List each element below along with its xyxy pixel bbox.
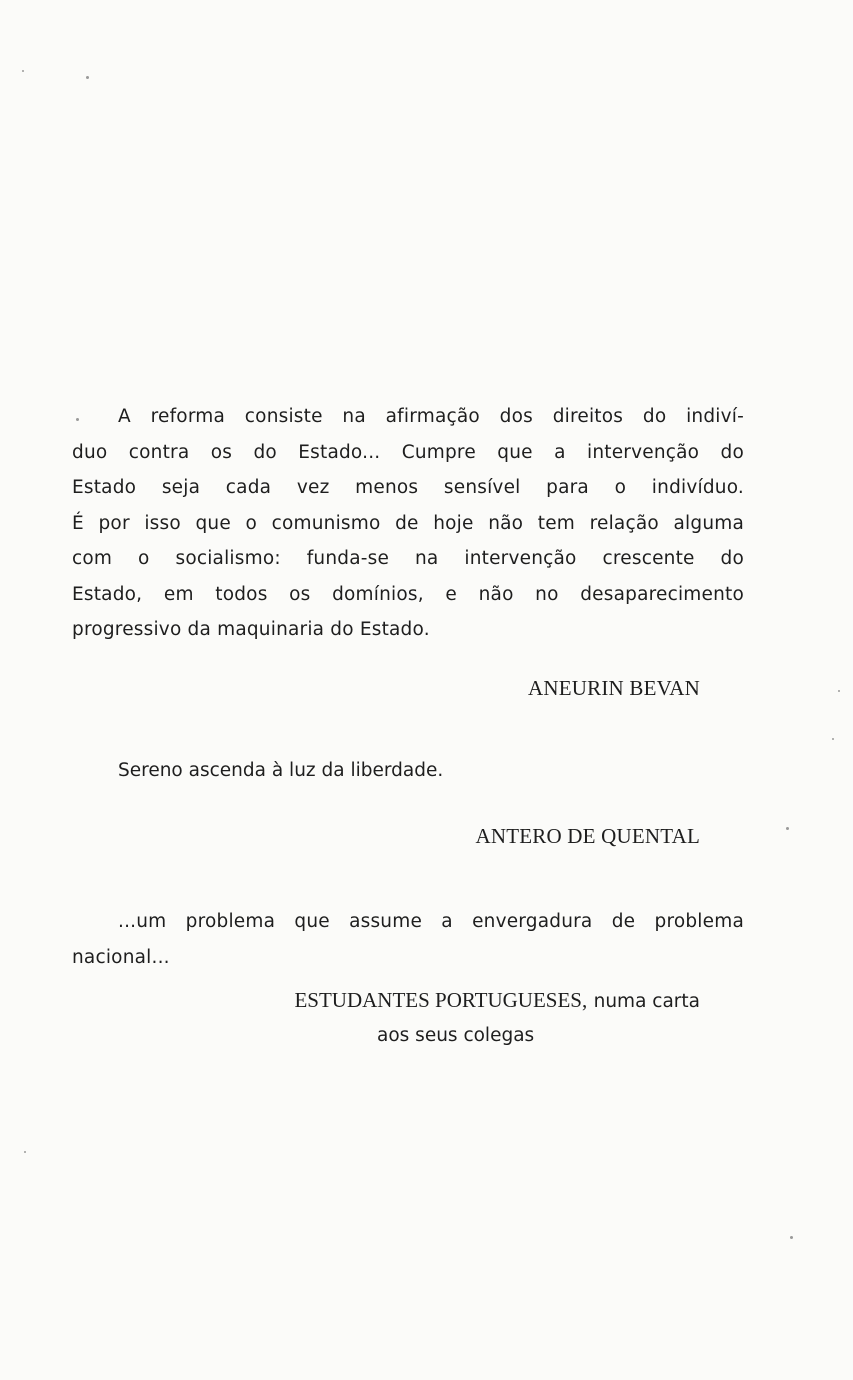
quote-estudantes [72, 904, 744, 975]
quote-line: duo contra os do Estado... Cumpre que a intervenção do [72, 441, 744, 463]
scan-speck [832, 738, 834, 740]
scan-speck [786, 827, 789, 830]
quote-line: É por isso que o comunismo de hoje não tem relação alguma [72, 512, 744, 534]
quote-line: Estado, em todos os domínios, e não no desaparecimento [72, 583, 744, 605]
author-name: ESTUDANTES PORTUGUESES, [294, 988, 588, 1012]
quote-quental: Sereno ascenda à luz da liberdade. [118, 760, 444, 781]
quote-line: com o socialismo: funda-se na intervenção crescente do [72, 548, 744, 569]
quote-author-quental: ANTERO DE QUENTAL [475, 824, 700, 848]
scan-speck [790, 1236, 793, 1239]
quote-line: progressivo da maquinaria do Estado. [72, 619, 430, 640]
author-source: numa carta [593, 991, 700, 1012]
quote-bevan [72, 399, 744, 648]
quote-line: A reforma consiste na afirmação dos direitos do indiví- [118, 406, 744, 427]
quote-line: ...um problema que assume a envergadura de problema [118, 911, 744, 932]
author-source-continued: aos seus colegas [377, 1025, 535, 1046]
scan-speck [86, 76, 89, 79]
scan-speck [838, 690, 840, 692]
quote-author-estudantes [294, 988, 700, 1013]
quote-line: nacional... [72, 946, 170, 968]
quote-author-bevan: ANEURIN BEVAN [528, 676, 700, 700]
scan-speck [22, 70, 24, 72]
quote-line: Estado seja cada vez menos sensível para o indivíduo. [72, 477, 744, 498]
scan-speck [24, 1151, 26, 1153]
